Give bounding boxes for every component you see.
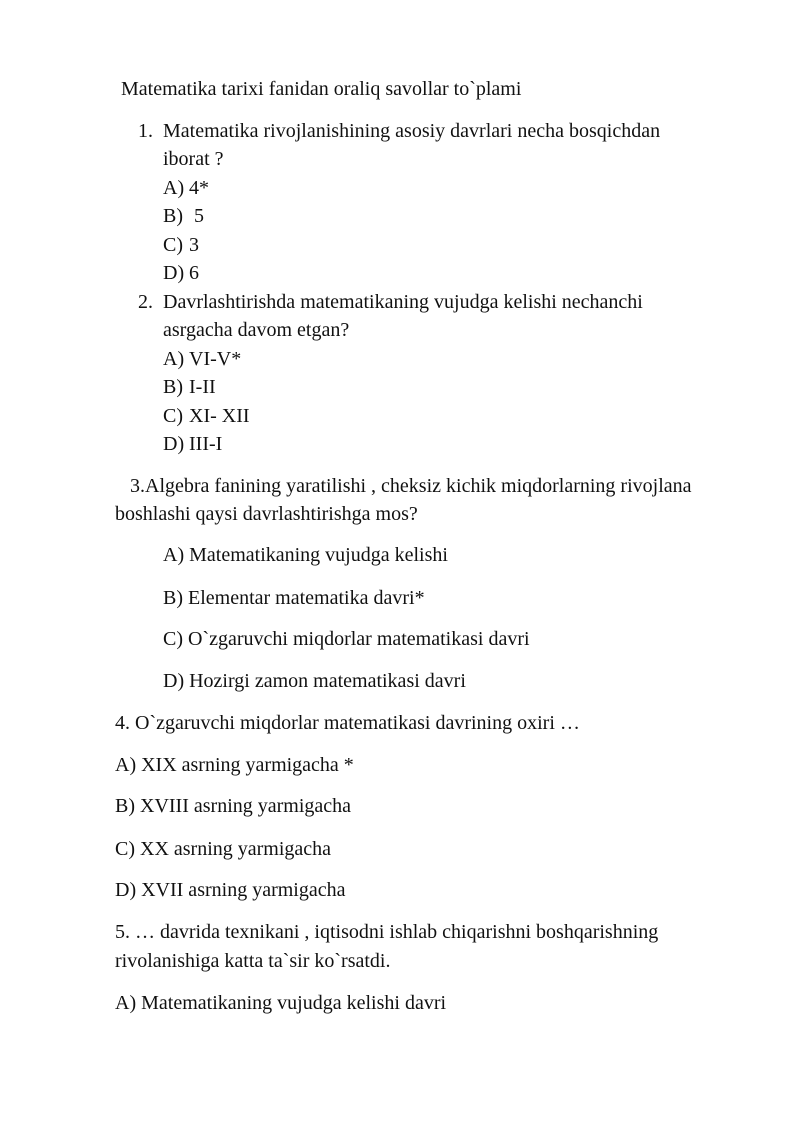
question-5-text-cont: rivolanishiga katta ta`sir ko`rsatdi. [115, 950, 391, 972]
question-1-text-cont: iborat ? [163, 148, 224, 170]
question-4-option-a: A) XIX asrning yarmigacha * [115, 754, 354, 776]
question-2-option-d: D) III-I [163, 433, 223, 455]
question-3-option-a: A) Matematikaning vujudga kelishi [163, 544, 448, 566]
question-3-text: 3.Algebra fanining yaratilishi , cheksiz kichik miqdorlarning rivojlana [130, 475, 692, 497]
document-title: Matematika tarixi fanidan oraliq savollar to`plami [121, 78, 522, 100]
question-4-text: 4. O`zgaruvchi miqdorlar matematikasi davrining oxiri … [115, 712, 580, 734]
question-2-number: 2. [138, 291, 153, 313]
question-1-option-a: A) 4* [163, 177, 209, 199]
question-2-option-b: B) I-II [163, 376, 216, 398]
question-4-option-b: B) XVIII asrning yarmigacha [115, 795, 352, 817]
question-1-text: Matematika rivojlanishining asosiy davrlari necha bosqichdan [163, 120, 661, 142]
question-4-option-d: D) XVII asrning yarmigacha [115, 879, 346, 901]
question-3-option-b: B) Elementar matematika davri* [163, 587, 425, 609]
question-5-text: 5. … davrida texnikani , iqtisodni ishlab chiqarishni boshqarishning [115, 921, 659, 943]
question-2-option-c: C) XI- XII [163, 405, 250, 427]
question-2-text-cont: asrgacha davom etgan? [163, 319, 350, 341]
question-3-option-d: D) Hozirgi zamon matematikasi davri [163, 670, 466, 692]
question-2-text: Davrlashtirishda matematikaning vujudga kelishi nechanchi [163, 291, 643, 313]
question-1-option-d: D) 6 [163, 262, 199, 284]
question-3-option-c: C) O`zgaruvchi miqdorlar matematikasi davri [163, 628, 530, 650]
question-1-option-b: B) 5 [163, 205, 204, 227]
question-1-option-c: C) 3 [163, 234, 199, 256]
question-5-option-a: A) Matematikaning vujudga kelishi davri [115, 992, 447, 1014]
question-4-option-c: C) XX asrning yarmigacha [115, 838, 332, 860]
question-2-option-a: A) VI-V* [163, 348, 242, 370]
question-1-number: 1. [138, 120, 153, 142]
question-3-text-cont: boshlashi qaysi davrlashtirishga mos? [115, 503, 418, 525]
